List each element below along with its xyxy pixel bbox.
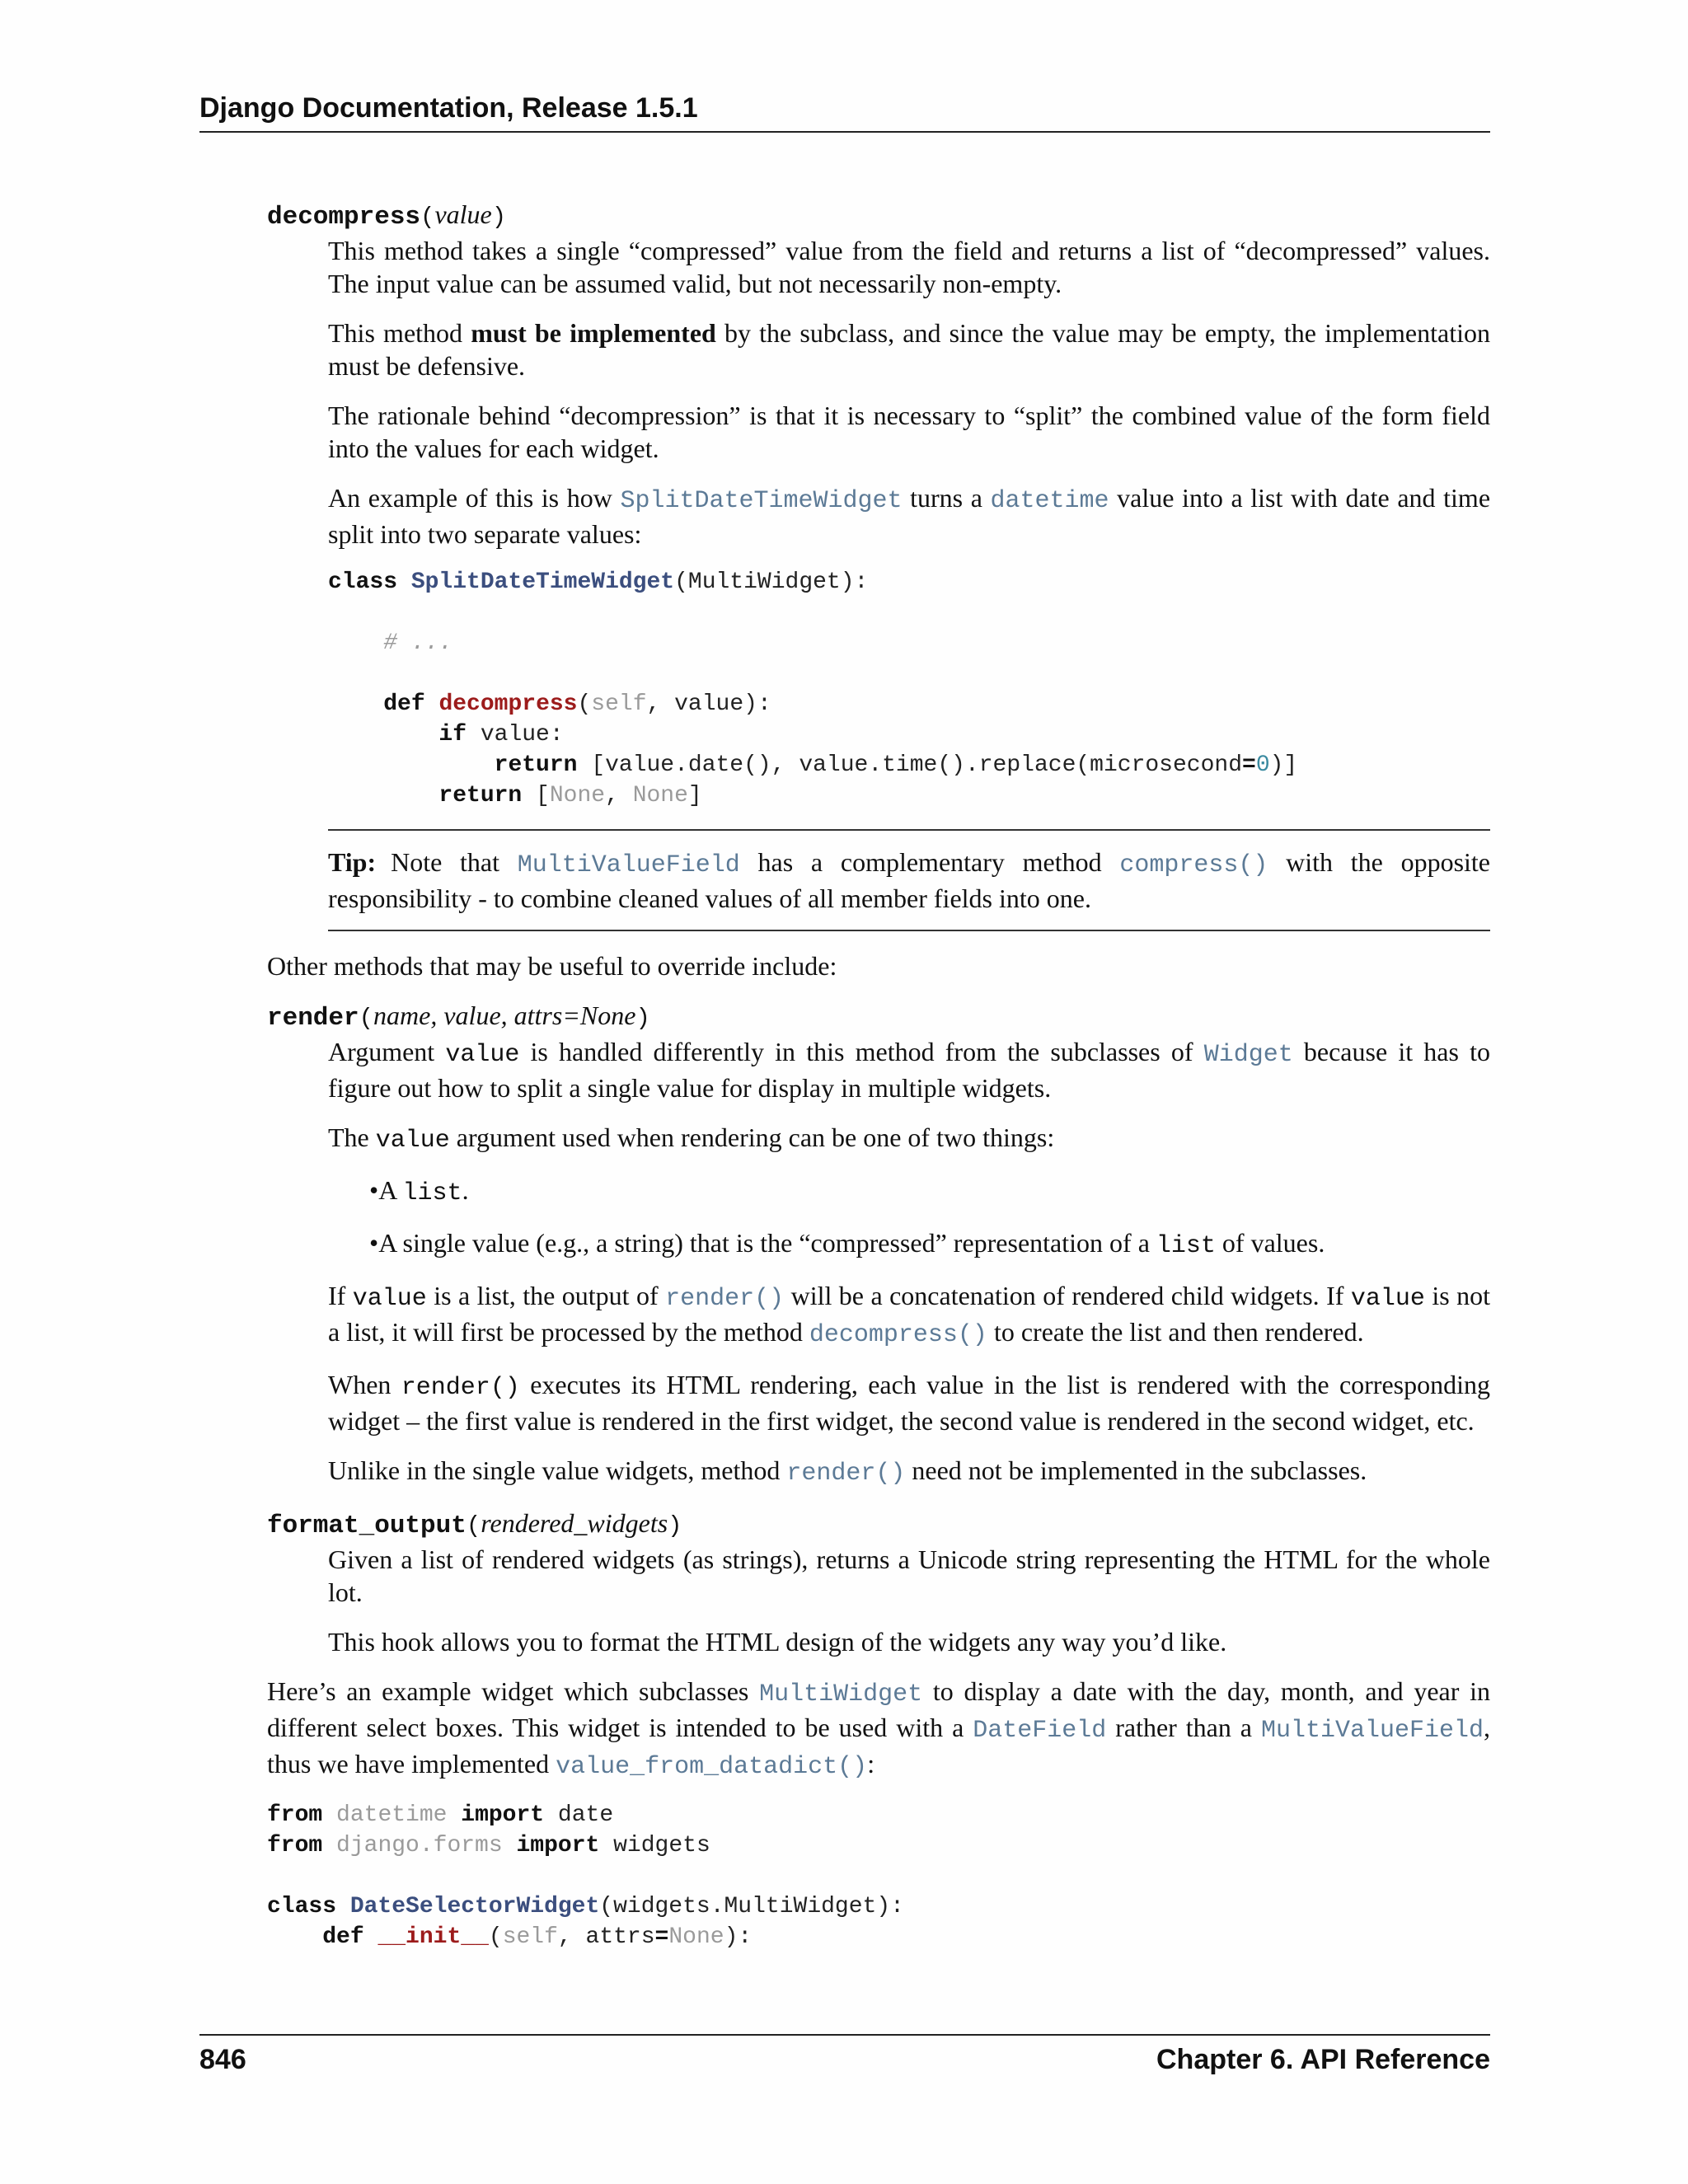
method-signature-format-output: format_output(rendered_widgets) <box>267 1508 682 1540</box>
link-render[interactable]: render() <box>786 1460 906 1488</box>
method-signature-render: render(name, value, attrs=None) <box>267 1001 650 1033</box>
section-body <box>267 1675 1490 1952</box>
list-item: •A single value (e.g., a string) that is the “compressed” representation of a list of values. <box>369 1228 1325 1260</box>
document-title: Django Documentation, Release 1.5.1 <box>199 92 698 124</box>
method-params: name, value, attrs=None <box>373 1001 636 1030</box>
tip-box: Tip: Note that MultiValueField has a complementary method compress() with the opposite responsibility - to combine cleaned values of all member fields into one. <box>328 829 1490 931</box>
link-widget[interactable]: Widget <box>1203 1041 1293 1069</box>
section-body <box>267 949 1490 982</box>
main-content <box>199 198 1490 1969</box>
paragraph: Here’s an example widget which subclasses MultiWidget to display a date with the day, month, and year in different select boxes. This widget is intended to be used with a DateField rather than a MultiValueField, thus we have implemented value_from_datadict(): <box>267 1676 1491 1781</box>
link-datetime[interactable]: datetime <box>990 487 1109 515</box>
link-multivaluefield[interactable]: MultiValueField <box>1260 1717 1484 1745</box>
method-name: decompress <box>267 203 421 232</box>
code-block-dateselector: from datetime import date from django.forms import widgets class DateSelectorWidget(widgets.MultiWidget): def __init__(self, attrs=None): <box>267 1802 904 1950</box>
paragraph: This hook allows you to format the HTML design of the widgets any way you’d like. <box>328 1627 1227 1657</box>
link-render[interactable]: render() <box>665 1285 785 1313</box>
paragraph: Unlike in the single value widgets, method render() need not be implemented in the subclasses. <box>328 1455 1367 1488</box>
link-datefield[interactable]: DateField <box>973 1717 1107 1745</box>
link-value-from-datadict[interactable]: value_from_datadict() <box>556 1753 868 1781</box>
link-decompress[interactable]: decompress() <box>809 1321 987 1349</box>
link-multiwidget[interactable]: MultiWidget <box>759 1680 923 1708</box>
list-item: •A list. <box>369 1175 469 1207</box>
page-header <box>199 92 1490 133</box>
link-compress[interactable]: compress() <box>1119 851 1268 879</box>
paragraph: An example of this is how SplitDateTimeWidget turns a datetime value into a list with date and time split into two separate values: <box>328 483 1491 549</box>
method-description-decompress <box>328 234 1490 931</box>
paragraph: Given a list of rendered widgets (as strings), returns a Unicode string representing the HTML for the whole lot. <box>328 1544 1490 1607</box>
page-number: 846 <box>199 2044 246 2075</box>
page-footer <box>199 2034 1490 2076</box>
method-description-format-output <box>328 1543 1490 1658</box>
method-signature-decompress: decompress(value) <box>267 199 507 232</box>
code-block-splitdatetime: class SplitDateTimeWidget(MultiWidget): # ... def decompress(self, value): if value: return [value.date(), value.time().replace(microsecond=0)] return [None, None] <box>328 569 1298 808</box>
link-splitdatetimewidget[interactable]: SplitDateTimeWidget <box>620 487 903 515</box>
paragraph: If value is a list, the output of render() will be a concatenation of rendered child widgets. If value is not a list, it will first be processed by the method decompress() to create the list and then rendered. <box>328 1281 1491 1349</box>
method-name: render <box>267 1004 359 1033</box>
chapter-title: Chapter 6. API Reference <box>1156 2044 1490 2075</box>
paragraph: The value argument used when rendering can be one of two things: <box>328 1122 1055 1155</box>
paragraph: When render() executes its HTML rendering, each value in the list is rendered with the corresponding widget – the first value is rendered in the first widget, the second value is rendered in the second widget, etc. <box>328 1370 1491 1436</box>
paragraph: This method takes a single “compressed” value from the field and returns a list of “decompressed” values. The input value can be assumed valid, but not necessarily non-empty. <box>328 236 1490 298</box>
method-params: rendered_widgets <box>481 1508 668 1538</box>
paragraph: This method must be implemented by the subclass, and since the value may be empty, the implementation must be defensive. <box>328 318 1491 381</box>
paragraph: Argument value is handled differently in this method from the subclasses of Widget because it has to figure out how to split a single value for display in multiple widgets. <box>328 1037 1491 1103</box>
method-description-render <box>328 1035 1490 1490</box>
paragraph: The rationale behind “decompression” is that it is necessary to “split” the combined value of the form field into the values for each widget. <box>328 401 1490 463</box>
paragraph: Other methods that may be useful to override include: <box>267 951 837 981</box>
link-multivaluefield[interactable]: MultiValueField <box>517 851 740 879</box>
tip-label: Tip: <box>328 847 377 877</box>
method-name: format_output <box>267 1511 467 1540</box>
method-params: value <box>434 199 492 229</box>
